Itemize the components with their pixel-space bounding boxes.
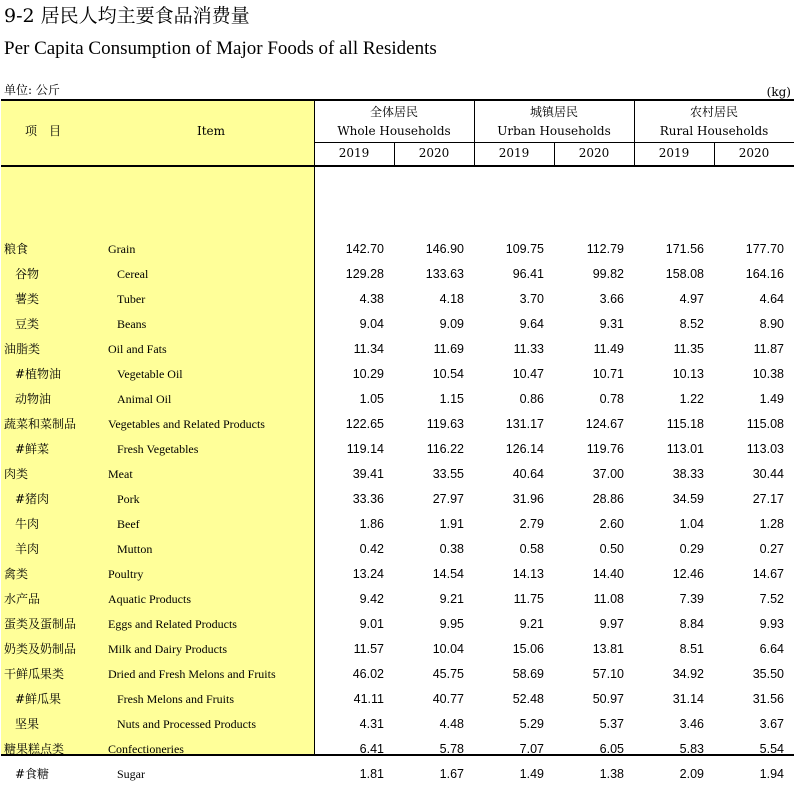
header-item-cn: 项 目: [24, 124, 61, 138]
row-label-cn: #猪肉: [15, 492, 50, 506]
table-row: [1, 762, 794, 787]
group-urban-cn: 城镇居民: [529, 105, 578, 119]
group-whole-en: Whole Households: [337, 124, 451, 138]
row-label-en: Fresh Melons and Fruits: [117, 692, 234, 706]
row-label-cn: 糖果糕点类: [4, 742, 65, 756]
value-cell: 50.97: [592, 692, 624, 706]
year-header: 2019: [658, 146, 690, 160]
row-label-en: Milk and Dairy Products: [108, 642, 227, 656]
value-cell: 0.50: [599, 542, 624, 556]
value-cell: 40.64: [512, 467, 544, 481]
value-cell: 31.96: [512, 492, 544, 506]
row-label-cn: 禽类: [4, 567, 29, 581]
row-label-cn: 蛋类及蛋制品: [4, 617, 77, 631]
row-label-cn: 水产品: [4, 592, 41, 606]
table-header: [1, 99, 794, 167]
value-cell: 10.13: [672, 367, 704, 381]
value-cell: 3.66: [599, 292, 624, 306]
value-cell: 39.41: [352, 467, 384, 481]
table-row: [1, 287, 794, 312]
value-cell: 9.97: [599, 617, 624, 631]
table-row: [1, 462, 794, 487]
value-cell: 11.49: [593, 342, 624, 356]
value-cell: 11.08: [593, 592, 624, 606]
value-cell: 8.90: [759, 317, 784, 331]
table-row: [1, 262, 794, 287]
value-cell: 11.75: [513, 592, 544, 606]
row-label-en: Beef: [117, 517, 140, 531]
value-cell: 0.27: [759, 542, 784, 556]
value-cell: 41.11: [353, 692, 384, 706]
value-cell: 0.86: [519, 392, 544, 406]
value-cell: 113.03: [746, 442, 784, 456]
value-cell: 33.36: [352, 492, 384, 506]
value-cell: 2.09: [679, 767, 704, 781]
value-cell: 131.17: [505, 417, 544, 431]
unit-label-cn: 单位: 公斤: [4, 83, 60, 97]
value-cell: 9.21: [519, 617, 544, 631]
value-cell: 146.90: [425, 242, 464, 256]
value-cell: 142.70: [345, 242, 384, 256]
value-cell: 7.52: [759, 592, 784, 606]
value-cell: 11.69: [433, 342, 464, 356]
value-cell: 10.47: [512, 367, 544, 381]
year-header: 2020: [738, 146, 770, 160]
value-cell: 7.39: [679, 592, 704, 606]
value-cell: 3.70: [519, 292, 544, 306]
value-cell: 1.05: [359, 392, 384, 406]
value-cell: 11.33: [513, 342, 544, 356]
value-cell: 129.28: [345, 267, 384, 281]
row-label-en: Vegetable Oil: [117, 367, 183, 381]
table-row: [1, 487, 794, 512]
value-cell: 4.97: [679, 292, 704, 306]
value-cell: 14.54: [432, 567, 464, 581]
value-cell: 2.79: [519, 517, 544, 531]
table-body: [1, 167, 794, 781]
row-label-cn: 谷物: [15, 267, 40, 281]
row-label-cn: 动物油: [15, 392, 52, 406]
value-cell: 1.49: [759, 392, 784, 406]
value-cell: 9.93: [759, 617, 784, 631]
value-cell: 1.67: [439, 767, 464, 781]
value-cell: 112.79: [586, 242, 624, 256]
value-cell: 4.38: [359, 292, 384, 306]
value-cell: 4.48: [439, 717, 464, 731]
value-cell: 1.94: [759, 767, 784, 781]
value-cell: 6.05: [599, 742, 624, 756]
row-label-cn: 蔬菜和菜制品: [4, 417, 77, 431]
row-label-cn: 坚果: [15, 717, 40, 731]
table-row: [1, 687, 794, 712]
row-label-cn: #鲜菜: [15, 442, 50, 456]
value-cell: 11.87: [753, 342, 784, 356]
year-header: 2019: [338, 146, 370, 160]
value-cell: 4.31: [359, 717, 384, 731]
group-rural-cn: 农村居民: [689, 105, 738, 119]
row-label-en: Poultry: [108, 567, 144, 581]
table-row: [1, 562, 794, 587]
row-label-en: Confectioneries: [108, 742, 184, 756]
value-cell: 115.08: [746, 417, 784, 431]
table-row: [1, 662, 794, 687]
row-label-cn: 干鲜瓜果类: [4, 667, 65, 681]
row-label-cn: 肉类: [4, 467, 29, 481]
value-cell: 9.21: [439, 592, 464, 606]
header-item-en: Item: [196, 124, 226, 138]
value-cell: 116.22: [426, 442, 464, 456]
row-label-cn: 油脂类: [4, 342, 41, 356]
table-row: [1, 637, 794, 662]
value-cell: 1.49: [519, 767, 544, 781]
table-row: [1, 412, 794, 437]
value-cell: 5.83: [679, 742, 704, 756]
row-label-cn: 奶类及奶制品: [4, 642, 77, 656]
table-row: [1, 437, 794, 462]
value-cell: 10.29: [352, 367, 384, 381]
value-cell: 119.14: [346, 442, 384, 456]
group-rural-en: Rural Households: [659, 124, 769, 138]
year-header: 2019: [498, 146, 530, 160]
table-row: [1, 537, 794, 562]
value-cell: 13.81: [592, 642, 624, 656]
value-cell: 38.33: [672, 467, 704, 481]
value-cell: 8.51: [679, 642, 704, 656]
value-cell: 164.16: [745, 267, 784, 281]
value-cell: 5.54: [759, 742, 784, 756]
value-cell: 1.28: [759, 517, 784, 531]
value-cell: 0.42: [359, 542, 384, 556]
value-cell: 0.78: [599, 392, 624, 406]
row-label-en: Dried and Fresh Melons and Fruits: [108, 667, 276, 681]
row-label-cn: 豆类: [15, 317, 40, 331]
row-label-en: Aquatic Products: [108, 592, 191, 606]
row-label-en: Eggs and Related Products: [108, 617, 237, 631]
table-row: [1, 237, 794, 262]
row-label-en: Beans: [117, 317, 147, 331]
table-row: [1, 387, 794, 412]
value-cell: 35.50: [752, 667, 784, 681]
table-row: [1, 312, 794, 337]
value-cell: 109.75: [505, 242, 544, 256]
row-label-cn: #鲜瓜果: [15, 692, 62, 706]
value-cell: 113.01: [666, 442, 704, 456]
value-cell: 115.18: [666, 417, 704, 431]
value-cell: 8.84: [679, 617, 704, 631]
row-label-en: Cereal: [117, 267, 149, 281]
value-cell: 5.29: [519, 717, 544, 731]
value-cell: 33.55: [432, 467, 464, 481]
table-row: [1, 362, 794, 387]
value-cell: 11.35: [673, 342, 704, 356]
row-label-cn: 羊肉: [15, 542, 40, 556]
value-cell: 7.07: [519, 742, 544, 756]
value-cell: 9.01: [359, 617, 384, 631]
value-cell: 27.17: [752, 492, 784, 506]
row-label-cn: 薯类: [15, 292, 40, 306]
group-urban-en: Urban Households: [497, 124, 611, 138]
value-cell: 46.02: [352, 667, 384, 681]
value-cell: 13.24: [352, 567, 384, 581]
row-label-en: Animal Oil: [117, 392, 172, 406]
table-row: [1, 587, 794, 612]
value-cell: 9.42: [359, 592, 384, 606]
value-cell: 14.67: [752, 567, 784, 581]
value-cell: 122.65: [345, 417, 384, 431]
value-cell: 0.38: [439, 542, 464, 556]
value-cell: 119.63: [426, 417, 464, 431]
value-cell: 34.92: [672, 667, 704, 681]
row-label-en: Tuber: [117, 292, 146, 306]
value-cell: 14.40: [592, 567, 624, 581]
value-cell: 45.75: [432, 667, 464, 681]
value-cell: 126.14: [505, 442, 544, 456]
value-cell: 6.41: [359, 742, 384, 756]
row-label-en: Pork: [117, 492, 140, 506]
value-cell: 9.09: [439, 317, 464, 331]
value-cell: 14.13: [512, 567, 544, 581]
value-cell: 27.97: [432, 492, 464, 506]
value-cell: 4.64: [759, 292, 784, 306]
page-title-en: Per Capita Consumption of Major Foods of all Residents: [4, 38, 437, 59]
table-row: [1, 712, 794, 737]
value-cell: 10.54: [432, 367, 464, 381]
value-cell: 58.69: [512, 667, 544, 681]
table-row: [1, 612, 794, 637]
value-cell: 3.67: [759, 717, 784, 731]
value-cell: 96.41: [512, 267, 544, 281]
value-cell: 1.38: [599, 767, 624, 781]
row-label-en: Meat: [108, 467, 133, 481]
value-cell: 15.06: [512, 642, 544, 656]
value-cell: 2.60: [599, 517, 624, 531]
value-cell: 171.56: [665, 242, 704, 256]
unit-label-en: (kg): [766, 85, 791, 99]
value-cell: 9.04: [359, 317, 384, 331]
value-cell: 28.86: [592, 492, 624, 506]
value-cell: 177.70: [745, 242, 784, 256]
row-label-cn: 粮食: [4, 242, 29, 256]
group-whole-cn: 全体居民: [369, 105, 418, 119]
row-label-en: Vegetables and Related Products: [108, 417, 265, 431]
value-cell: 10.04: [432, 642, 464, 656]
value-cell: 40.77: [432, 692, 464, 706]
value-cell: 6.64: [759, 642, 784, 656]
row-label-en: Fresh Vegetables: [117, 442, 199, 456]
table-row: [1, 737, 794, 762]
value-cell: 30.44: [752, 467, 784, 481]
value-cell: 57.10: [592, 667, 624, 681]
value-cell: 119.76: [586, 442, 624, 456]
value-cell: 10.71: [592, 367, 624, 381]
value-cell: 5.78: [439, 742, 464, 756]
value-cell: 37.00: [592, 467, 624, 481]
value-cell: 11.34: [353, 342, 384, 356]
year-header: 2020: [418, 146, 450, 160]
consumption-table: [1, 99, 794, 781]
value-cell: 9.95: [439, 617, 464, 631]
value-cell: 11.57: [353, 642, 384, 656]
value-cell: 9.64: [519, 317, 544, 331]
value-cell: 9.31: [599, 317, 624, 331]
value-cell: 1.04: [679, 517, 704, 531]
value-cell: 3.46: [679, 717, 704, 731]
year-header: 2020: [578, 146, 610, 160]
page-title-cn: 9-2 居民人均主要食品消费量: [4, 5, 250, 27]
row-label-en: Oil and Fats: [108, 342, 167, 356]
row-label-en: Sugar: [117, 767, 145, 781]
value-cell: 12.46: [672, 567, 704, 581]
value-cell: 99.82: [592, 267, 624, 281]
row-label-cn: #食糖: [15, 767, 50, 781]
value-cell: 158.08: [665, 267, 704, 281]
row-label-en: Nuts and Processed Products: [117, 717, 256, 731]
value-cell: 1.81: [359, 767, 384, 781]
row-label-cn: #植物油: [15, 367, 62, 381]
value-cell: 1.15: [439, 392, 464, 406]
value-cell: 8.52: [679, 317, 704, 331]
row-label-cn: 牛肉: [15, 517, 40, 531]
value-cell: 0.58: [519, 542, 544, 556]
value-cell: 124.67: [585, 417, 624, 431]
value-cell: 10.38: [752, 367, 784, 381]
value-cell: 0.29: [679, 542, 704, 556]
value-cell: 52.48: [512, 692, 544, 706]
value-cell: 31.14: [672, 692, 704, 706]
value-cell: 1.86: [359, 517, 384, 531]
table-row: [1, 337, 794, 362]
value-cell: 1.91: [439, 517, 464, 531]
value-cell: 31.56: [752, 692, 784, 706]
table-row: [1, 512, 794, 537]
row-label-en: Grain: [108, 242, 136, 256]
value-cell: 133.63: [425, 267, 464, 281]
value-cell: 1.22: [679, 392, 704, 406]
value-cell: 5.37: [599, 717, 624, 731]
row-label-en: Mutton: [117, 542, 153, 556]
value-cell: 4.18: [439, 292, 464, 306]
value-cell: 34.59: [672, 492, 704, 506]
